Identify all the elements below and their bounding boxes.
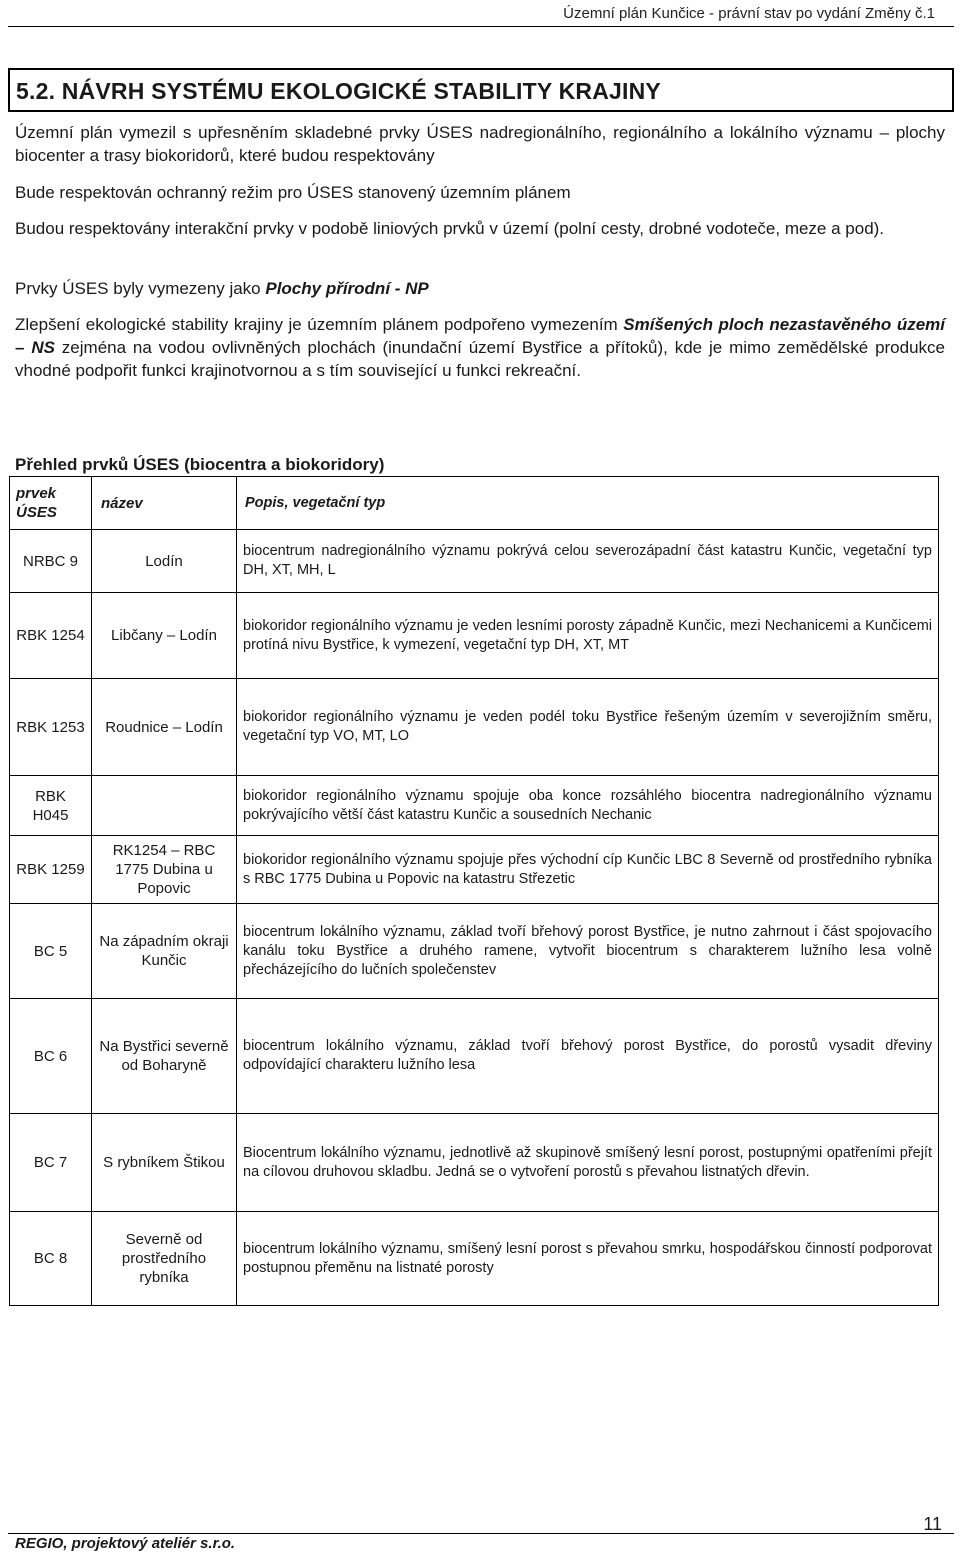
header-element: prvek ÚSES — [10, 477, 92, 530]
paragraph-np-areas — [15, 277, 945, 300]
row-name: Lodín — [92, 530, 237, 593]
page-number: 11 — [923, 1514, 942, 1534]
document-header-title: Územní plán Kunčice - právní stav po vydání Změny č.1 — [563, 5, 935, 22]
table-row — [10, 593, 939, 679]
table-row — [10, 679, 939, 776]
table-row — [10, 999, 939, 1114]
row-element: NRBC 9 — [10, 530, 92, 593]
table-row — [10, 836, 939, 904]
row-description: biokoridor regionálního významu spojuje oba konce rozsáhlého biocentra nadregionálního významu pokrývajícího větší část katastru Kunčic a sousedních Nechanic — [237, 776, 939, 836]
section-heading-box — [8, 68, 954, 112]
row-description: biokoridor regionálního významu spojuje přes východní cíp Kunčic LBC 8 Severně od prostředního rybníka s RBC 1775 Dubina u Popovic na katastru Střezetic — [237, 836, 939, 904]
table-row — [10, 1212, 939, 1306]
row-element: RBK 1253 — [10, 679, 92, 776]
row-description: biocentrum lokálního významu, základ tvoří břehový porost Bystřice, do porostů vysadit dřeviny odpovídající charakteru lužního lesa — [237, 999, 939, 1114]
row-element: BC 6 — [10, 999, 92, 1114]
row-description: biocentrum lokálního významu, smíšený lesní porost s převahou smrku, hospodářskou činností podporovat postupnou přeměnu na listnaté porosty — [237, 1212, 939, 1306]
table-header-row — [10, 477, 939, 530]
row-description: biokoridor regionálního významu je veden podél toku Bystřice řešeným územím v severojižním směru, vegetační typ VO, MT, LO — [237, 679, 939, 776]
row-element: RBK 1254 — [10, 593, 92, 679]
header-description: Popis, vegetační typ — [237, 477, 939, 530]
ns-prefix: Zlepšení ekologické stability krajiny je územním plánem podpořeno vymezením — [15, 315, 624, 334]
row-name: Libčany – Lodín — [92, 593, 237, 679]
table-row — [10, 776, 939, 836]
table-row — [10, 530, 939, 593]
paragraph-protection-regime: Bude respektován ochranný režim pro ÚSES stanovený územním plánem — [15, 183, 571, 202]
header-name: název — [92, 477, 237, 530]
row-element: RBK H045 — [10, 776, 92, 836]
section-title: 5.2. NÁVRH SYSTÉMU EKOLOGICKÉ STABILITY KRAJINY — [16, 78, 661, 104]
row-name: Severně od prostředního rybníka — [92, 1212, 237, 1306]
ns-bold-term: Smíšených ploch nezastavěného území – NS — [15, 315, 946, 357]
row-name: Na Bystřici severně od Boharyně — [92, 999, 237, 1114]
row-name: S rybníkem Štikou — [92, 1114, 237, 1212]
uses-table — [9, 476, 939, 1306]
table-row — [10, 1114, 939, 1212]
np-prefix: Prvky ÚSES byly vymezeny jako — [15, 279, 266, 298]
footer-company: REGIO, projektový ateliér s.r.o. — [15, 1535, 236, 1552]
row-element: BC 8 — [10, 1212, 92, 1306]
ns-suffix: zejména na vodou ovlivněných plochách (inundační území Bystřice a přítoků), kde je mimo zemědělské produkce vhodné podpořit funkci krajinotvornou a s tím související u funkci rekreační. — [15, 338, 945, 380]
paragraph-uses-elements: Územní plán vymezil s upřesněním skladebné prvky ÚSES nadregionálního, regionálního a lokálního významu – plochy biocenter a trasy biokoridorů, které budou respektovány — [15, 123, 945, 165]
header-divider — [8, 26, 954, 27]
row-name: RK1254 – RBC 1775 Dubina u Popovic — [92, 836, 237, 904]
np-bold-term: Plochy přírodní - NP — [265, 279, 429, 298]
row-element: BC 5 — [10, 904, 92, 999]
row-name: Roudnice – Lodín — [92, 679, 237, 776]
row-element: RBK 1259 — [10, 836, 92, 904]
table-row — [10, 904, 939, 999]
row-description: biocentrum lokálního významu, základ tvoří břehový porost Bystřice, je nutno zahrnout i část spojovacího kanálu toku Bystřice a druhého ramene, vytvořit biocentrum s charakterem lužního lesa volně přecházejícího do lučních společenstev — [237, 904, 939, 999]
row-name: Na západním okraji Kunčic — [92, 904, 237, 999]
row-description: biokoridor regionálního významu je veden lesními porosty západně Kunčic, mezi Nechanicemi a Kunčicemi protíná nivu Bystřice, k vymezení, vegetační typ DH, XT, MT — [237, 593, 939, 679]
row-description: Biocentrum lokálního významu, jednotlivě až skupinově smíšený lesní porost, postupnými opatřeními přejít na cílovou druhovou skladbu. Jedná se o vytvoření porostů s převahou listnatých dřevin. — [237, 1114, 939, 1212]
table-title: Přehled prvků ÚSES (biocentra a biokoridory) — [15, 455, 385, 474]
row-element: BC 7 — [10, 1114, 92, 1212]
row-description: biocentrum nadregionálního významu pokrývá celou severozápadní část katastru Kunčic, vegetační typ DH, XT, MH, L — [237, 530, 939, 593]
footer-divider — [8, 1533, 954, 1534]
paragraph-ns-areas — [15, 313, 945, 382]
paragraph-interaction-elements: Budou respektovány interakční prvky v podobě liniových prvků v území (polní cesty, drobné vodoteče, meze a pod). — [15, 219, 885, 238]
row-name — [92, 776, 237, 836]
